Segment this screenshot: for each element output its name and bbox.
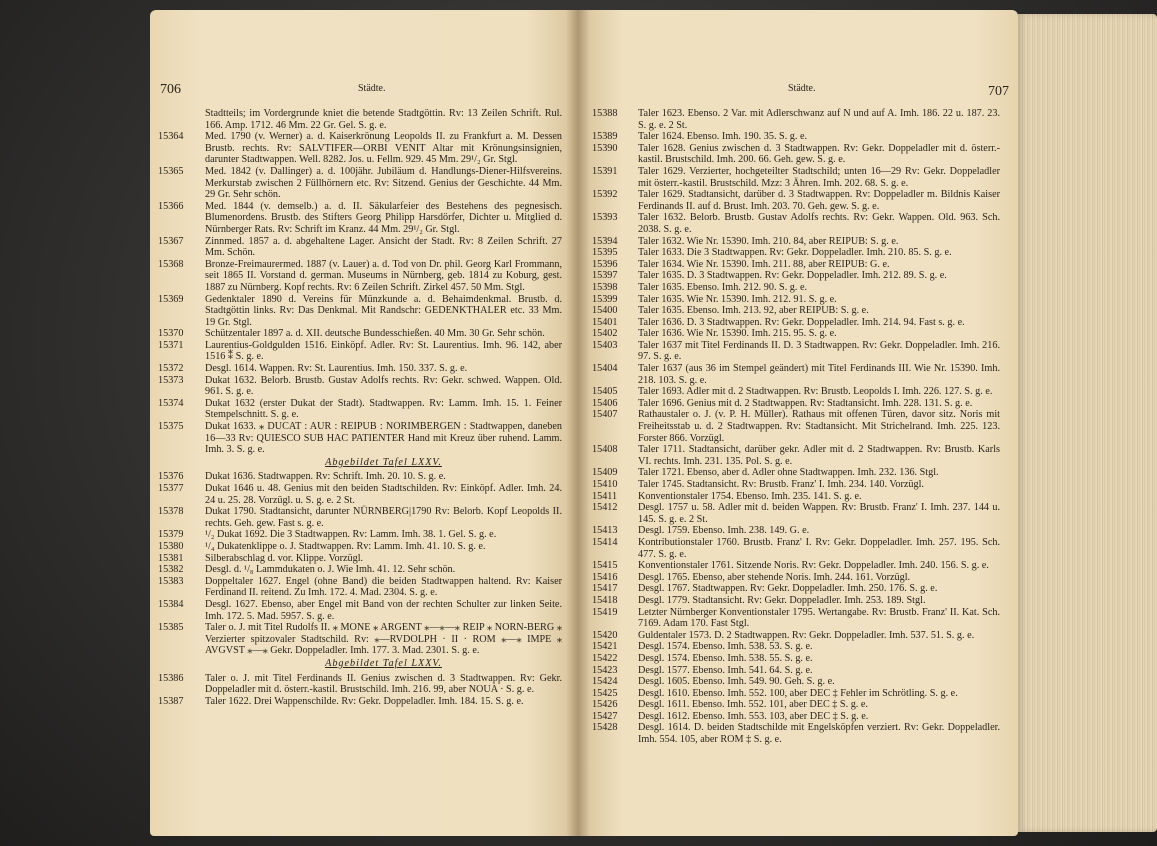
catalog-entry	[158, 363, 562, 375]
entry-number: 15393	[592, 212, 618, 224]
catalog-entry	[592, 398, 1000, 410]
catalog-entry	[592, 583, 1000, 595]
catalog-entry	[592, 502, 1000, 525]
entry-text: Desgl. 1611. Ebenso. Imh. 552. 101, aber DEC ‡ S. g. e.	[638, 699, 868, 711]
entry-number: 15425	[592, 687, 618, 699]
entry-number: 15414	[592, 536, 618, 548]
entry-text: Taler 1693. Adler mit d. 2 Stadtwappen. Rv: Brustb. Leopolds I. Imh. 226. 127. S. g. e.	[638, 386, 993, 398]
entry-number: 15415	[592, 560, 618, 572]
entry-number: 15372	[158, 363, 184, 375]
catalog-entry	[592, 409, 1000, 444]
entry-number: 15379	[158, 529, 184, 541]
entry-text: Taler 1624. Ebenso. Imh. 190. 35. S. g. e.	[638, 131, 808, 143]
running-head-right: Städte.	[788, 83, 816, 94]
catalog-entry	[592, 688, 1000, 700]
entry-number: 15388	[592, 108, 618, 119]
entry-text: Guldentaler 1573. D. 2 Stadtwappen. Rv: Gekr. Doppeladler. Imh. 537. 51. S. g. e.	[638, 629, 975, 641]
entry-text: Desgl. 1574. Ebenso. Imh. 538. 55. S. g. e.	[638, 652, 813, 664]
catalog-entry	[158, 599, 562, 622]
catalog-entry	[158, 340, 562, 363]
entry-number: 15365	[158, 165, 184, 177]
catalog-entry	[158, 236, 562, 259]
catalog-entry	[158, 576, 562, 599]
running-head-left: Städte.	[358, 83, 386, 94]
entry-text: Desgl. 1577. Ebenso. Imh. 541. 64. S. g. e.	[638, 664, 813, 676]
entry-number: 15390	[592, 142, 618, 154]
entry-text: Taler 1635. Ebenso. Imh. 212. 90. S. g. e.	[638, 281, 808, 293]
entry-number: 15378	[158, 506, 184, 518]
entry-text: ¹/₄ Dukatenklippe o. J. Stadtwappen. Rv: Lamm. Imh. 41. 10. S. g. e.	[205, 540, 486, 552]
catalog-entry	[592, 572, 1000, 584]
catalog-entry	[592, 491, 1000, 503]
catalog-entry	[158, 622, 562, 657]
catalog-entry	[592, 560, 1000, 572]
entry-text: Taler o. J. mit Titel Rudolfs II. ⁎ MONE ⁎ ARGENT ⁎—⁎—⁎ REIP ⁎ NORN-BERG ⁎ Verzierter spitzovaler Stadtschild. Rv: ⁎—RVDOLPH · II · ROM ⁎—⁎ IMPE ⁎ AVGVST ⁎—⁎ Gekr. Doppeladler. Imh. 177. 3. Mad. 2301. S. g. e.	[205, 622, 562, 657]
entry-number: 15368	[158, 258, 184, 270]
entry-number: 15398	[592, 281, 618, 293]
entry-number: 15371	[158, 339, 184, 351]
entry-number: 15384	[158, 598, 184, 610]
entry-text: Taler 1623. Ebenso. 2 Var. mit Adlerschwanz auf N und auf A. Imh. 186. 22 u. 187. 23. S. g. e. 2 St.	[638, 108, 1000, 131]
entry-text: Desgl. 1574. Ebenso. Imh. 538. 53. S. g. e.	[638, 641, 813, 653]
entry-number: 15413	[592, 525, 618, 537]
entry-text: Bronze-Freimaurermed. 1887 (v. Lauer) a. d. Tod von Dr. phil. Georg Karl Frommann, seit 1865 II. Vorstand d. german. Museums in Nürnberg, geb. 1814 zu Koburg, gest. 1887 zu Nürnberg. Kopf rechts. Rv: 6 Zeilen Schrift. Zirkel 457. 50 Mm. Stgl.	[205, 258, 562, 293]
entry-text: Desgl. 1627. Ebenso, aber Engel mit Band von der rechten Schulter zur linken Seite. Imh. 172. 5. Mad. 5957. S. g. e.	[205, 598, 562, 622]
entry-text: Dukat 1632. Belorb. Brustb. Gustav Adolfs rechts. Rv: Gekr. schwed. Wappen. Old. 961. S. g. e.	[205, 374, 562, 398]
catalog-entry	[158, 696, 562, 708]
entry-text: Taler 1635. D. 3 Stadtwappen. Rv: Gekr. Doppeladler. Imh. 212. 89. S. g. e.	[638, 270, 947, 282]
entry-number: 15369	[158, 293, 184, 305]
catalog-entry	[592, 270, 1000, 282]
entry-number: 15396	[592, 258, 618, 270]
entry-number: 15417	[592, 583, 618, 595]
entry-number: 15411	[592, 490, 618, 502]
entry-text: Desgl. d. ¹/₈ Lammdukaten o. J. Wie Imh. 41. 12. Sehr schön.	[205, 564, 456, 576]
entry-number: 15404	[592, 363, 618, 375]
catalog-entry	[592, 386, 1000, 398]
entry-number: 15395	[592, 247, 618, 259]
entry-text: Desgl. 1614. D. beiden Stadtschilde mit Engelsköpfen verziert. Rv: Gekr. Doppeladler. Imh. 554. 105, aber ROM ‡ S. g. e.	[638, 722, 1000, 746]
entry-text: Taler 1721. Ebenso, aber d. Adler ohne Stadtwappen. Imh. 232. 136. Stgl.	[638, 467, 939, 479]
entry-number: 15397	[592, 270, 618, 282]
entry-number: 15423	[592, 664, 618, 676]
entry-number: 15383	[158, 575, 184, 587]
entry-text: Konventionstaler 1754. Ebenso. Imh. 235. 141. S. g. e.	[638, 490, 862, 502]
entry-number: 15416	[592, 571, 618, 583]
catalog-entry	[158, 166, 562, 201]
catalog-entry	[592, 294, 1000, 306]
entry-text: Taler 1745. Stadtansicht. Rv: Brustb. Franz' I. Imh. 234. 140. Vorzügl.	[638, 479, 924, 490]
entry-text: Kontributionstaler 1760. Brustb. Franz' I. Rv: Gekr. Doppeladler. Imh. 257. 195. Sch. 477. S. g. e.	[638, 536, 1000, 560]
entry-number: 15394	[592, 235, 618, 247]
catalog-entry	[158, 259, 562, 294]
catalog-entry	[592, 630, 1000, 642]
catalog-entry	[158, 375, 562, 398]
entry-text: Taler 1629. Stadtansicht, darüber d. 3 Stadtwappen. Rv: Doppeladler m. Bildnis Kaiser Ferdinands II. auf d. Brust. Imh. 203. 70. Geh. gew. S. g. e.	[638, 189, 1000, 212]
entry-number: 15375	[158, 421, 184, 433]
entry-number: 15408	[592, 444, 618, 456]
catalog-entry	[158, 294, 562, 329]
entry-text: Taler 1696. Genius mit d. 2 Stadtwappen. Rv: Stadtansicht. Imh. 228. 131. S. g. e.	[638, 397, 973, 409]
entry-text: Dukat 1790. Stadtansicht, darunter NÜRNBERG|1790 Rv: Belorb. Kopf Leopolds II. rechts. Geh. gew. Fast s. g. e.	[205, 506, 562, 529]
catalog-entry	[592, 537, 1000, 560]
entry-text: Taler 1632. Wie Nr. 15390. Imh. 210. 84, aber REIPUB: S. g. e.	[638, 235, 899, 247]
entry-number: 15364	[158, 131, 184, 143]
entry-number: 15424	[592, 676, 618, 688]
entry-text: Taler 1628. Genius zwischen d. 3 Stadtwappen. Rv: Gekr. Doppeladler mit d. österr.-kastil. Brustschild. Imh. 200. 66. Geh. gew. S. g. e.	[638, 142, 1000, 166]
entry-number: 15370	[158, 328, 184, 340]
plate-caption: Abgebildet Tafel LXXV.	[325, 456, 442, 468]
entry-number: 15391	[592, 165, 618, 177]
entry-text: Dukat 1632 (erster Dukat der Stadt). Stadtwappen. Rv: Lamm. Imh. 15. 1. Feiner Stempelschnitt. S. g. e.	[205, 397, 562, 421]
catalog-entry	[592, 189, 1000, 212]
entry-number: 15420	[592, 629, 618, 641]
entry-number: 15399	[592, 293, 618, 305]
catalog-entry	[158, 541, 562, 553]
entry-text: Silberabschlag d. vor. Klippe. Vorzügl.	[205, 552, 364, 564]
catalog-entry	[158, 398, 562, 421]
entry-text: Taler 1635. Wie Nr. 15390. Imh. 212. 91. S. g. e.	[638, 293, 837, 305]
entry-text: Taler 1637 (aus 36 im Stempel geändert) mit Titel Ferdinands III. Wie Nr. 15390. Imh. 218. 103. S. g. e.	[638, 363, 1000, 386]
entry-text: Zinnmed. 1857 a. d. abgehaltene Lager. Ansicht der Stadt. Rv: 8 Zeilen Schrift. 27 Mm. Schön.	[205, 235, 562, 259]
entry-text: Dukat 1646 u. 48. Genius mit den beiden Stadtschilden. Rv: Einköpf. Adler. Imh. 24. 24 u. 25. 28. Vorzügl. u. S. g. e. 2 St.	[205, 483, 562, 506]
entry-text: Desgl. 1605. Ebenso. Imh. 549. 90. Geh. S. g. e.	[638, 676, 835, 688]
catalog-entry	[592, 711, 1000, 723]
entry-text: Taler 1636. Wie Nr. 15390. Imh. 215. 95. S. g. e.	[638, 328, 837, 340]
catalog-entry	[592, 363, 1000, 386]
entry-text: Laurentius-Goldgulden 1516. Einköpf. Adler. Rv: St. Laurentius. Imh. 96. 142, aber 1516 ⁑ S. g. e.	[205, 339, 562, 363]
entry-text: Taler 1632. Belorb. Brustb. Gustav Adolfs rechts. Rv: Gekr. Wappen. Old. 963. Sch. 2038. S. g. e.	[638, 212, 1000, 235]
entry-text: Schützentaler 1897 a. d. XII. deutsche Bundesschießen. 40 Mm. 30 Gr. Sehr schön.	[205, 328, 545, 340]
entry-text: Stadtteils; im Vordergrunde kniet die betende Stadtgöttin. Rv: 13 Zeilen Schrift. Rul. 166. Amp. 1712. 46 Mm. 22 Gr. Gel. S. g. e.	[205, 108, 562, 131]
catalog-entry	[592, 212, 1000, 235]
entry-text: Med. 1842 (v. Dallinger) a. d. 100jähr. Jubiläum d. Handlungs-Diener-Hilfsvereins. Merkurstab zwischen 2 Füllhörnern etc. Rv: Sitzend. Genius der Geschichte. 44 Mm. 29 Gr. Sehr schön.	[205, 165, 562, 201]
entry-number: 15419	[592, 606, 618, 618]
entry-number: 15426	[592, 699, 618, 711]
entry-text: Taler 1635. Ebenso. Imh. 213. 92, aber REIPUB: S. g. e.	[638, 305, 869, 317]
entry-text: Dukat 1636. Stadtwappen. Rv: Schrift. Imh. 20. 10. S. g. e.	[205, 471, 446, 483]
catalog-entry	[158, 506, 562, 529]
entry-text: Taler o. J. mit Titel Ferdinands II. Genius zwischen d. 3 Stadtwappen. Rv: Gekr. Doppeladler mit d. österr.-kastil. Brustschild. Imh. 216. 99, aber NOUA · S. g. e.	[205, 672, 562, 696]
entry-text: Med. 1844 (v. demselb.) a. d. II. Säkularfeier des Bestehens des pegnesisch. Blumenordens. Brustb. des Stifters Georg Philipp Harsdörfer, Dichter u. Mitglied d. Nürnberger Rats. Rv: Schrift im Kranz. 44 Mm. 29¹/₂ Gr. Stgl.	[205, 200, 562, 235]
catalog-entry	[592, 108, 1000, 131]
entry-text: Desgl. 1759. Ebenso. Imh. 238. 149. G. e.	[638, 525, 810, 537]
catalog-entry	[158, 553, 562, 565]
catalog-entry	[592, 607, 1000, 630]
entry-text: Desgl. 1612. Ebenso. Imh. 553. 103, aber DEC ‡ S. g. e.	[638, 710, 869, 722]
entry-number: 15400	[592, 305, 618, 317]
entry-number: 15367	[158, 235, 184, 247]
entry-number: 15385	[158, 622, 184, 634]
catalog-entry	[592, 340, 1000, 363]
catalog-entry	[592, 317, 1000, 329]
catalog-entry	[592, 479, 1000, 491]
page-edges	[1018, 14, 1157, 832]
catalog-entry	[592, 259, 1000, 271]
catalog-entry	[592, 282, 1000, 294]
catalog-entry	[592, 247, 1000, 259]
entry-text: Desgl. 1610. Ebenso. Imh. 552. 100, aber DEC ‡ Fehler im Schrötling. S. g. e.	[638, 687, 958, 699]
entry-text: Med. 1790 (v. Werner) a. d. Kaiserkrönung Leopolds II. zu Frankfurt a. M. Dessen Brustb. rechts. Rv: SALVTIFER—ORBI VENIT Altar mit Krönungsinsignien, darunter Stadtwappen. Well. 8282. Jos. u. Fellm. 929. 45 Mm. 29¹/₂ Gr. Stgl.	[205, 131, 562, 166]
catalog-entry	[158, 471, 562, 483]
entry-number: 15422	[592, 652, 618, 664]
entry-text: Taler 1711. Stadtansicht, darüber gekr. Adler mit d. 2 Stadtwappen. Rv: Brustb. Karls VI. rechts. Imh. 231. 135. Pol. S. g. e.	[638, 444, 1000, 467]
catalog-entry	[592, 143, 1000, 166]
entry-text: Desgl. 1765. Ebenso, aber stehende Noris. Imh. 244. 161. Vorzügl.	[638, 571, 911, 583]
entry-number: 15377	[158, 483, 184, 494]
entry-number: 15382	[158, 564, 184, 576]
catalog-entry	[592, 525, 1000, 537]
entry-text: Taler 1633. Die 3 Stadtwappen. Rv: Gekr. Doppeladler. Imh. 210. 85. S. g. e.	[638, 247, 952, 259]
entry-number: 15428	[592, 722, 618, 734]
page-number-right: 707	[988, 84, 1009, 99]
catalog-entry	[592, 665, 1000, 677]
entry-text: Desgl. 1614. Wappen. Rv: St. Laurentius. Imh. 150. 337. S. g. e.	[205, 363, 468, 375]
entry-number: 15389	[592, 131, 618, 143]
right-column	[592, 108, 1000, 746]
catalog-entry	[158, 529, 562, 541]
left-column	[158, 108, 562, 707]
entry-text: ¹/₂ Dukat 1692. Die 3 Stadtwappen. Rv: Lamm. Imh. 38. 1. Gel. S. g. e.	[205, 529, 497, 541]
entry-number: 15418	[592, 594, 618, 606]
entry-text: Doppeltaler 1627. Engel (ohne Band) die beiden Stadtwappen haltend. Rv: Kaiser Ferdinand II. reitend. Zu Imh. 172. 4. Mad. 2304. S. g. e.	[205, 575, 562, 599]
entry-text: Taler 1634. Wie Nr. 15390. Imh. 211. 88, aber REIPUB: G. e.	[638, 258, 890, 270]
entry-number: 15373	[158, 374, 184, 386]
catalog-entry	[158, 328, 562, 340]
entry-number: 15403	[592, 339, 618, 351]
entry-text: Desgl. 1767. Stadtwappen. Rv: Gekr. Doppeladler. Imh. 250. 176. S. g. e.	[638, 583, 938, 595]
catalog-entry	[592, 676, 1000, 688]
entry-number: 15406	[592, 397, 618, 409]
entry-number: 15381	[158, 552, 184, 564]
catalog-entry	[592, 166, 1000, 189]
entry-number: 15401	[592, 316, 618, 328]
catalog-entry	[158, 108, 562, 131]
entry-text: Letzter Nürnberger Konventionstaler 1795. Wertangabe. Rv: Brustb. Franz' II. Kat. Sch. 7169. Adam 170. Fast Stgl.	[638, 606, 1000, 630]
entry-text: Desgl. 1779. Stadtansicht. Rv: Gekr. Doppeladler. Imh. 253. 189. Stgl.	[638, 594, 926, 606]
entry-text: Gedenktaler 1890 d. Vereins für Münzkunde a. d. Behaimdenkmal. Brustb. d. Stadtgöttin links. Rv: Das Denkmal. Mit Randschr: GEDENKTHALER etc. 33 Mm. 19 Gr. Stgl.	[205, 293, 562, 328]
entry-number: 15410	[592, 479, 618, 490]
entry-text: Desgl. 1757 u. 58. Adler mit d. beiden Wappen. Rv: Brustb. Franz' I. Imh. 237. 144 u. 145. S. g. e. 2 St.	[638, 502, 1000, 525]
catalog-entry	[158, 564, 562, 576]
entry-number: 15402	[592, 328, 618, 340]
entry-text: Konventionstaler 1761. Sitzende Noris. Rv: Gekr. Doppeladler. Imh. 240. 156. S. g. e.	[638, 560, 989, 572]
catalog-entry	[592, 653, 1000, 665]
catalog-entry	[592, 305, 1000, 317]
catalog-entry	[592, 131, 1000, 143]
catalog-entry	[592, 328, 1000, 340]
catalog-entry	[592, 722, 1000, 745]
catalog-entry	[592, 444, 1000, 467]
catalog-entry	[158, 673, 562, 696]
entry-text: Rathaustaler o. J. (v. P. H. Müller). Rathaus mit offenen Türen, davor sitz. Noris mit Freiheitsstab u. d. 2 Stadtwappen. Rv: Stadtansicht. Mit Strichelrand. Imh. 225. 123. Forster 866. Vorzügl.	[638, 409, 1000, 444]
entry-number: 15374	[158, 397, 184, 409]
catalog-entry	[592, 641, 1000, 653]
catalog-entry	[592, 595, 1000, 607]
left-page	[150, 10, 578, 836]
entry-number: 15407	[592, 409, 618, 421]
entry-text: Taler 1629. Verzierter, hochgeteilter Stadtschild; unten 16—29 Rv: Gekr. Doppeladler mit österr.-kastil. Brustschild. Mzz: 3 Ähren. Imh. 202. 68. S. g. e.	[638, 165, 1000, 189]
catalog-entry	[592, 467, 1000, 479]
catalog-entry	[158, 131, 562, 166]
catalog-entry	[592, 236, 1000, 248]
catalog-entry	[158, 421, 562, 456]
entry-number: 15376	[158, 471, 184, 483]
right-page	[578, 10, 1018, 836]
entry-number: 15387	[158, 695, 184, 707]
entry-number: 15386	[158, 672, 184, 684]
entry-number: 15427	[592, 710, 618, 722]
entry-number: 15412	[592, 502, 618, 514]
entry-number: 15405	[592, 386, 618, 398]
catalog-entry	[158, 483, 562, 506]
entry-text: Taler 1636. D. 3 Stadtwappen. Rv: Gekr. Doppeladler. Imh. 214. 94. Fast s. g. e.	[638, 316, 965, 328]
entry-number: 15380	[158, 540, 184, 552]
catalog-entry	[158, 201, 562, 236]
catalog-entry	[592, 699, 1000, 711]
page-number-left: 706	[160, 82, 181, 97]
entry-text: Dukat 1633. ⁎ DUCAT : AUR : REIPUB : NORIMBERGEN : Stadtwappen, daneben 16—33 Rv: QUIESCO SUB HAC PATIENTER Hand mit Kreuz über ruhend. Lamm. Imh. 3. S. g. e.	[205, 421, 562, 456]
plate-caption: Abgebildet Tafel LXXV.	[325, 657, 442, 669]
entry-number: 15409	[592, 467, 618, 479]
entry-number: 15421	[592, 641, 618, 653]
entry-number: 15392	[592, 189, 618, 201]
entry-number: 15366	[158, 200, 184, 212]
entry-text: Taler 1637 mit Titel Ferdinands II. D. 3 Stadtwappen. Rv: Gekr. Doppeladler. Imh. 216. 97. S. g. e.	[638, 339, 1000, 363]
entry-text: Taler 1622. Drei Wappenschilde. Rv: Gekr. Doppeladler. Imh. 184. 15. S. g. e.	[205, 695, 524, 707]
